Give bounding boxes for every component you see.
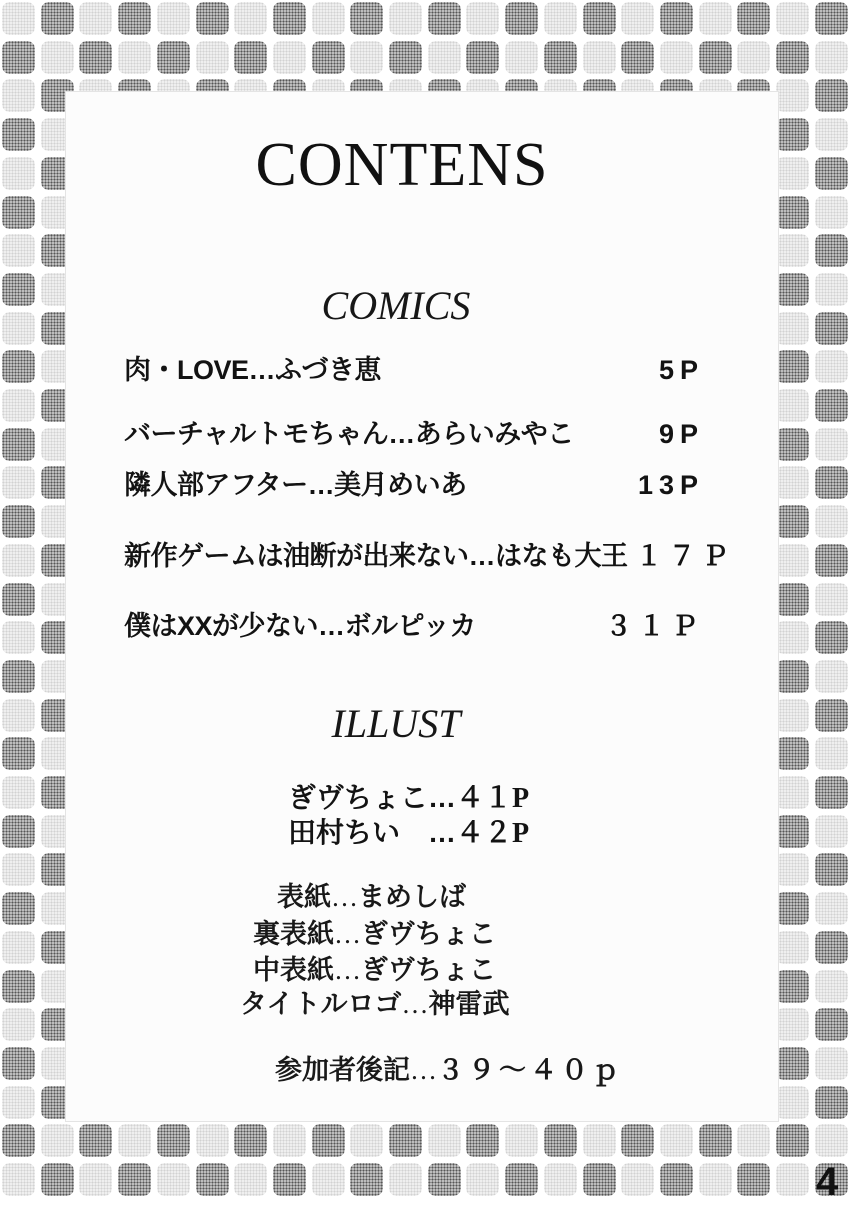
bg-tile xyxy=(2,1163,35,1196)
bg-tile xyxy=(815,157,848,190)
bg-tile xyxy=(544,41,577,74)
bg-tile xyxy=(583,1124,616,1157)
toc-entry xyxy=(124,348,704,387)
bg-tile xyxy=(621,41,654,74)
bg-tile xyxy=(2,1124,35,1157)
bg-tile xyxy=(815,583,848,616)
bg-tile xyxy=(466,1163,499,1196)
credit-row xyxy=(240,982,509,1021)
toc-entry-title: 肉・LOVE…ふづき恵 xyxy=(124,355,382,385)
bg-tile xyxy=(815,428,848,461)
bg-tile xyxy=(583,2,616,35)
bg-tile xyxy=(2,853,35,886)
bg-tile xyxy=(815,273,848,306)
bg-tile xyxy=(2,1008,35,1041)
bg-tile xyxy=(79,2,112,35)
bg-tile xyxy=(428,1124,461,1157)
bg-tile xyxy=(544,1124,577,1157)
bg-tile xyxy=(2,505,35,538)
bg-tile xyxy=(79,1163,112,1196)
bg-tile xyxy=(505,2,538,35)
bg-tile xyxy=(815,350,848,383)
bg-tile xyxy=(350,2,383,35)
illust-entry-page-suffix: P xyxy=(512,783,530,814)
bg-tile xyxy=(815,505,848,538)
credit-role: 中表紙 xyxy=(253,955,334,985)
bg-tile xyxy=(2,892,35,925)
bg-tile xyxy=(699,1124,732,1157)
afterword-pages: ３９～４０ｐ xyxy=(437,1055,623,1085)
bg-tile xyxy=(815,1086,848,1119)
bg-tile xyxy=(815,2,848,35)
bg-tile xyxy=(41,1163,74,1196)
bg-tile xyxy=(776,118,809,151)
bg-tile xyxy=(2,621,35,654)
bg-tile xyxy=(2,737,35,770)
bg-tile xyxy=(776,776,809,809)
bg-tile xyxy=(2,389,35,422)
bg-tile xyxy=(118,2,151,35)
bg-tile xyxy=(2,660,35,693)
page-title: CONTENS xyxy=(255,131,549,199)
bg-tile xyxy=(776,1008,809,1041)
bg-tile xyxy=(157,1163,190,1196)
afterword-separator: … xyxy=(410,1055,437,1085)
bg-tile xyxy=(41,2,74,35)
bg-tile xyxy=(350,1163,383,1196)
bg-tile xyxy=(776,970,809,1003)
credit-name: ぎヴちょこ xyxy=(361,919,496,949)
bg-tile xyxy=(2,428,35,461)
bg-tile xyxy=(660,41,693,74)
bg-tile xyxy=(776,79,809,112)
bg-tile xyxy=(350,1124,383,1157)
bg-tile xyxy=(776,853,809,886)
bg-tile xyxy=(41,1124,74,1157)
bg-tile xyxy=(815,466,848,499)
illust-entry xyxy=(288,776,529,816)
bg-tile xyxy=(660,2,693,35)
bg-tile xyxy=(776,660,809,693)
bg-tile xyxy=(234,1163,267,1196)
bg-tile xyxy=(776,273,809,306)
bg-tile xyxy=(621,2,654,35)
bg-tile xyxy=(273,41,306,74)
toc-entry xyxy=(124,463,704,502)
bg-tile xyxy=(776,1086,809,1119)
bg-tile xyxy=(196,1124,229,1157)
section-heading-comics: COMICS xyxy=(321,283,471,328)
bg-tile xyxy=(815,970,848,1003)
credit-name: ぎヴちょこ xyxy=(361,955,496,985)
toc-entry-page: 5P xyxy=(658,355,704,385)
credit-separator: … xyxy=(334,919,361,949)
bg-tile xyxy=(776,234,809,267)
bg-tile xyxy=(2,312,35,345)
bg-tile xyxy=(389,41,422,74)
bg-tile xyxy=(815,79,848,112)
bg-tile xyxy=(118,1163,151,1196)
bg-tile xyxy=(234,2,267,35)
bg-tile xyxy=(776,544,809,577)
credit-separator: … xyxy=(401,989,429,1019)
page-number: 4 xyxy=(816,1160,839,1204)
bg-tile xyxy=(157,2,190,35)
credit-row xyxy=(277,875,466,914)
bg-tile xyxy=(776,699,809,732)
bg-tile xyxy=(273,2,306,35)
bg-tile xyxy=(389,1163,422,1196)
bg-tile xyxy=(776,737,809,770)
bg-tile xyxy=(776,2,809,35)
credit-row xyxy=(253,912,496,951)
bg-tile xyxy=(2,544,35,577)
credit-role: タイトルロゴ xyxy=(240,989,402,1019)
bg-tile xyxy=(699,2,732,35)
bg-tile xyxy=(815,118,848,151)
bg-tile xyxy=(273,1163,306,1196)
bg-tile xyxy=(505,1163,538,1196)
credit-name: まめしば xyxy=(358,882,466,912)
credit-role: 表紙 xyxy=(277,882,331,912)
bg-tile xyxy=(660,1163,693,1196)
bg-tile xyxy=(776,350,809,383)
bg-tile xyxy=(621,1163,654,1196)
bg-tile xyxy=(776,389,809,422)
bg-tile xyxy=(815,621,848,654)
bg-tile xyxy=(815,892,848,925)
bg-tile xyxy=(776,1163,809,1196)
illust-entry-label: 田村ちい …４２ xyxy=(288,817,513,848)
bg-tile xyxy=(699,1163,732,1196)
bg-tile xyxy=(815,41,848,74)
afterword-row xyxy=(275,1048,623,1087)
content-page-panel xyxy=(66,92,778,1121)
bg-tile xyxy=(776,196,809,229)
illust-entry-label: ぎヴちょこ…４１ xyxy=(288,782,513,813)
bg-tile xyxy=(41,41,74,74)
bg-tile xyxy=(350,41,383,74)
bg-tile xyxy=(815,660,848,693)
toc-entry-title: 僕はXXが少ない…ボルピッカ xyxy=(124,611,476,641)
bg-tile xyxy=(2,196,35,229)
bg-tile xyxy=(815,389,848,422)
bg-tile xyxy=(428,41,461,74)
credit-name: 神雷武 xyxy=(428,989,510,1019)
bg-tile xyxy=(196,2,229,35)
toc-entry xyxy=(124,534,735,573)
bg-tile xyxy=(699,41,732,74)
bg-tile xyxy=(737,1163,770,1196)
bg-tile xyxy=(79,1124,112,1157)
bg-tile xyxy=(196,41,229,74)
bg-tile xyxy=(2,699,35,732)
bg-tile xyxy=(2,41,35,74)
bg-tile xyxy=(776,41,809,74)
bg-tile xyxy=(815,815,848,848)
bg-tile xyxy=(2,931,35,964)
bg-tile xyxy=(2,815,35,848)
bg-tile xyxy=(815,1124,848,1157)
bg-tile xyxy=(2,234,35,267)
bg-tile xyxy=(660,1124,693,1157)
bg-tile xyxy=(815,853,848,886)
bg-tile xyxy=(815,544,848,577)
bg-tile xyxy=(776,892,809,925)
bg-tile xyxy=(776,1124,809,1157)
bg-tile xyxy=(776,505,809,538)
bg-tile xyxy=(118,1124,151,1157)
bg-tile xyxy=(583,41,616,74)
bg-tile xyxy=(234,1124,267,1157)
bg-tile xyxy=(815,1008,848,1041)
bg-tile xyxy=(2,2,35,35)
bg-tile xyxy=(79,41,112,74)
bg-tile xyxy=(505,1124,538,1157)
toc-entry-title: 新作ゲームは油断が出来ない…はなも大王 xyxy=(124,541,628,571)
bg-tile xyxy=(815,312,848,345)
bg-tile xyxy=(312,1124,345,1157)
bg-tile xyxy=(505,41,538,74)
bg-tile xyxy=(2,350,35,383)
credit-role: 裏表紙 xyxy=(253,919,334,949)
bg-tile xyxy=(544,1163,577,1196)
bg-tile xyxy=(776,466,809,499)
bg-tile xyxy=(583,1163,616,1196)
bg-tile xyxy=(2,273,35,306)
bg-tile xyxy=(737,1124,770,1157)
bg-tile xyxy=(737,2,770,35)
bg-tile xyxy=(2,79,35,112)
bg-tile xyxy=(428,1163,461,1196)
bg-tile xyxy=(157,41,190,74)
bg-tile xyxy=(312,2,345,35)
bg-tile xyxy=(776,621,809,654)
bg-tile xyxy=(776,428,809,461)
toc-entry xyxy=(124,412,704,451)
bg-tile xyxy=(2,157,35,190)
bg-tile xyxy=(815,699,848,732)
bg-tile xyxy=(2,776,35,809)
bg-tile xyxy=(312,1163,345,1196)
bg-tile xyxy=(544,2,577,35)
bg-tile xyxy=(466,2,499,35)
credit-separator: … xyxy=(334,955,361,985)
bg-tile xyxy=(466,1124,499,1157)
bg-tile xyxy=(389,2,422,35)
bg-tile xyxy=(428,2,461,35)
bg-tile xyxy=(815,234,848,267)
bg-tile xyxy=(776,931,809,964)
bg-tile xyxy=(776,583,809,616)
bg-tile xyxy=(2,970,35,1003)
bg-tile xyxy=(466,41,499,74)
bg-tile xyxy=(776,815,809,848)
bg-tile xyxy=(776,157,809,190)
bg-tile xyxy=(776,1047,809,1080)
toc-entry-page: 13P xyxy=(637,470,704,500)
bg-tile xyxy=(815,931,848,964)
bg-tile xyxy=(2,466,35,499)
bg-tile xyxy=(196,1163,229,1196)
section-heading-illust: ILLUST xyxy=(331,701,461,746)
toc-entry-page: ３１Ｐ xyxy=(605,611,704,641)
bg-tile xyxy=(2,118,35,151)
bg-tile xyxy=(2,1086,35,1119)
toc-entry-page: 9P xyxy=(658,419,704,449)
bg-tile xyxy=(815,1047,848,1080)
bg-tile xyxy=(157,1124,190,1157)
credit-separator: … xyxy=(331,882,358,912)
afterword-label: 参加者後記 xyxy=(275,1055,410,1085)
bg-tile xyxy=(389,1124,422,1157)
illust-entry xyxy=(288,811,529,851)
bg-tile xyxy=(815,737,848,770)
toc-entry xyxy=(124,604,704,643)
bg-tile xyxy=(815,776,848,809)
bg-tile xyxy=(234,41,267,74)
bg-tile xyxy=(2,583,35,616)
illust-entry-page-suffix: P xyxy=(512,818,530,849)
bg-tile xyxy=(273,1124,306,1157)
bg-tile xyxy=(815,196,848,229)
bg-tile xyxy=(621,1124,654,1157)
bg-tile xyxy=(737,41,770,74)
bg-tile xyxy=(312,41,345,74)
toc-entry-title: 隣人部アフター…美月めいあ xyxy=(124,470,467,500)
bg-tile xyxy=(776,312,809,345)
toc-entry-title: バーチャルトモちゃん…あらいみやこ xyxy=(124,419,574,449)
bg-tile xyxy=(2,1047,35,1080)
toc-entry-page: １７Ｐ xyxy=(635,541,735,571)
bg-tile xyxy=(118,41,151,74)
